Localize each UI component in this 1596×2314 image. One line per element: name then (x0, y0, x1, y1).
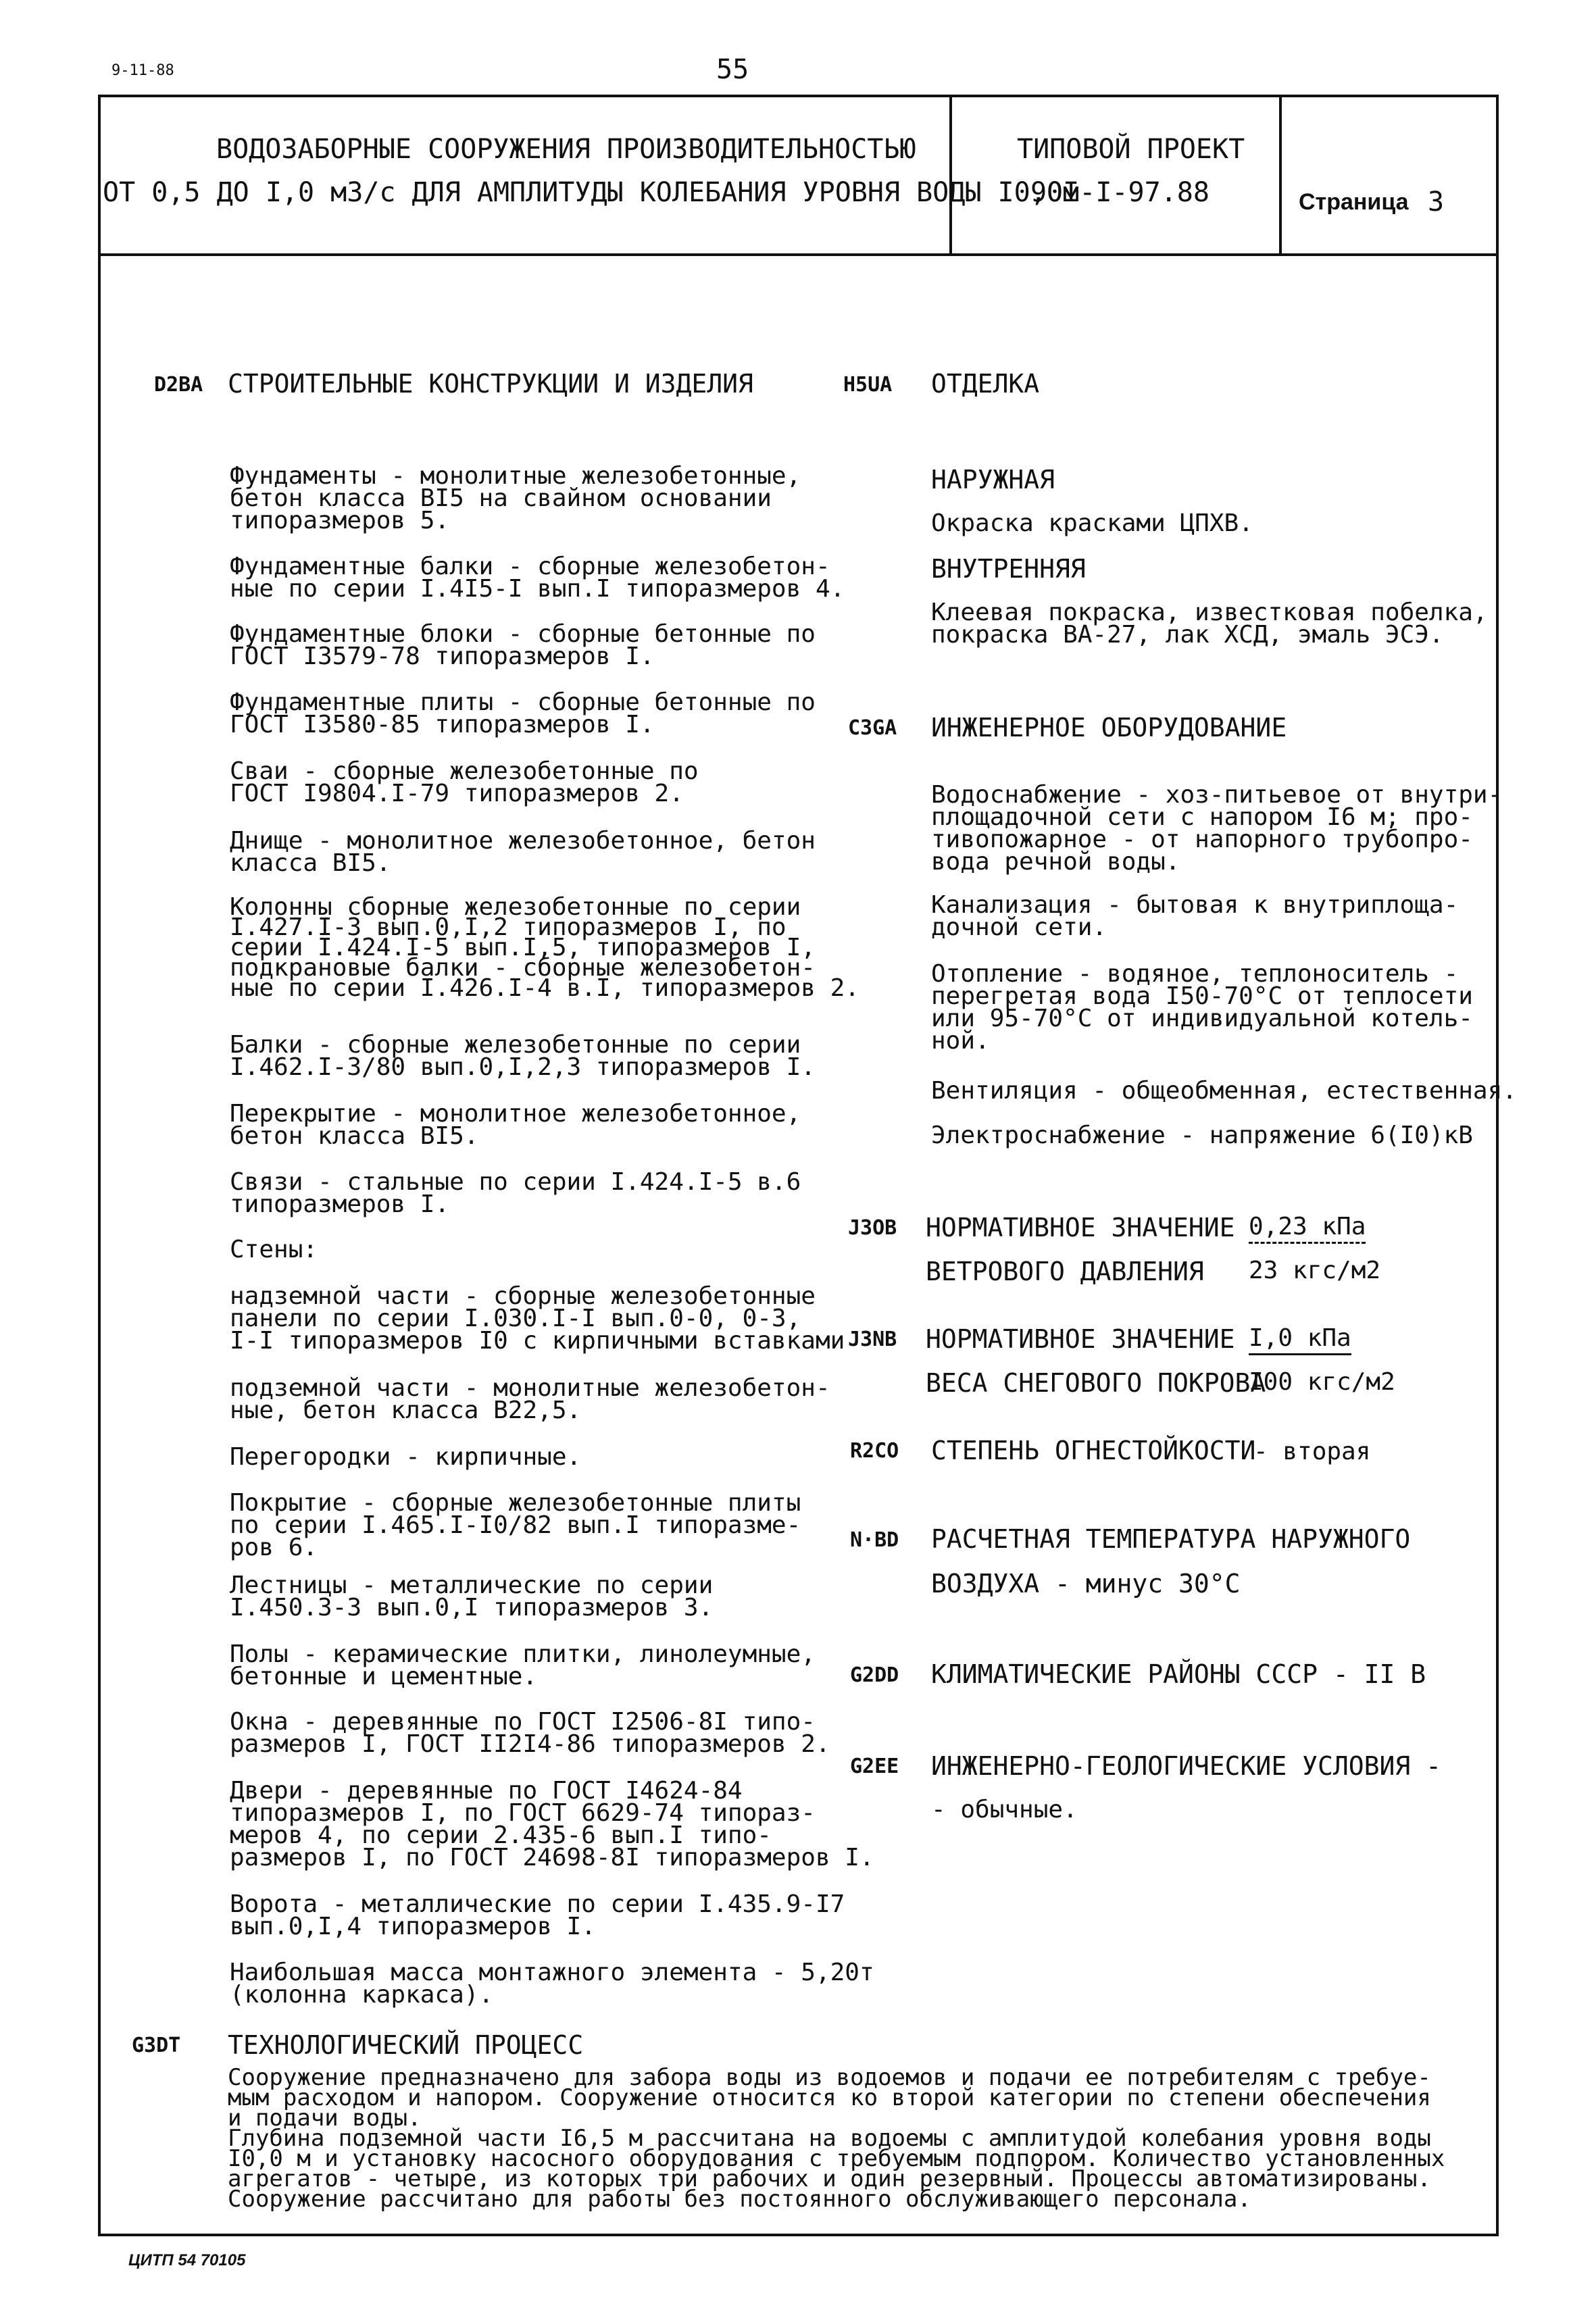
temp-code: N·BD (850, 1528, 899, 1552)
left-item: Связи - стальные по серии I.424.I-5 в.6 типоразмеров I. (230, 1168, 801, 1218)
finish-inner-text: Клеевая покраска, известковая побелка, покраска ВА-27, лак ХСД, эмаль ЭСЭ. (931, 599, 1488, 649)
left-item: надземной части - сборные железобетонные панели по серии I.030.I-I вып.0-0, 0-3, I-I типоразмеров I0 с кирпичными вставками (230, 1282, 845, 1355)
process-title: ТЕХНОЛОГИЧЕСКИЙ ПРОЦЕСС (228, 2030, 584, 2060)
snow-label-2: ВЕСА СНЕГОВОГО ПОКРОВА (926, 1368, 1266, 1398)
left-item: Балки - сборные железобетонные по серии I.462.I-3/80 вып.0,I,2,3 типоразмеров I. (230, 1031, 816, 1081)
header-divider-v2 (1279, 95, 1282, 256)
temp-title: РАСЧЕТНАЯ ТЕМПЕРАТУРА НАРУЖНОГО (931, 1524, 1411, 1554)
left-item: Фундаментные плиты - сборные бетонные по ГОСТ I3580-85 типоразмеров I. (230, 688, 816, 738)
project-number: 90I-I-97.88 (1030, 177, 1210, 208)
finish-outer-label: НАРУЖНАЯ (931, 465, 1055, 495)
engineering-title: ИНЖЕНЕРНОЕ ОБОРУДОВАНИЕ (931, 713, 1287, 743)
engineering-item: Отопление - водяное, теплоноситель - перегретая вода I50-70°С от теплосети или 95-70°С от индивидуальной котель- ной. (931, 960, 1473, 1055)
geo-value: - обычные. (931, 1796, 1078, 1823)
process-code: G3DT (132, 2034, 181, 2057)
finish-code: H5UA (843, 373, 893, 397)
process-text: Сооружение предназначено для забора воды из водоемов и подачи ее потребителям с требуе- мым расходом и напором. Сооружение относится ко второй категории по степени обеспечения и подачи воды. Глубина подземной части I6,5 м рассчитана на водоемы с амплитудой колебания уровня воды I0,0 м и установку насосного оборудования с требуемым подпором. Количество установленных агрегатов - четыре, из которых три рабочих и один резервный. Процессы автоматизированы. Сооружение рассчитано для работы без постоянного обслуживающего персонала. (228, 2064, 1445, 2213)
left-item: Фундаменты - монолитные железобетонные, бетон класса BI5 на свайном основании типоразмеров 5. (230, 462, 801, 534)
finish-outer-text: Окраска красками ЦПХВ. (931, 509, 1253, 537)
page-label: Страница (1299, 189, 1409, 215)
left-item: Окна - деревянные по ГОСТ I2506-8I типо- размеров I, ГОСТ II2I4-86 типоразмеров 2. (230, 1708, 830, 1758)
climate-code: G2DD (850, 1663, 899, 1687)
left-item: Двери - деревянные по ГОСТ I4624-84 типоразмеров I, по ГОСТ 6629-74 типораз- меров 4, по серии 2.435-6 вып.I типо- размеров I, по ГОСТ 24698-8I типоразмеров I. (230, 1777, 874, 1871)
project-label: ТИПОВОЙ ПРОЕКТ (1017, 134, 1245, 165)
finish-inner-label: ВНУТРЕННЯЯ (931, 554, 1086, 584)
left-section-title: СТРОИТЕЛЬНЫЕ КОНСТРУКЦИИ И ИЗДЕЛИЯ (228, 369, 753, 399)
temp-value: ВОЗДУХА - минус 30°С (931, 1569, 1241, 1599)
left-item: Колонны сборные железобетонные по серии I.427.I-3 вып.0,I,2 типоразмеров I, по серии I.424.I-5 вып.I,5, типоразмеров I, подкрановые балки - сборные железобетон- ные по серии I.426.I-4 в.I, типоразмеров 2. (230, 893, 859, 1002)
snow-code: J3NB (848, 1328, 897, 1351)
header-divider (98, 253, 1499, 256)
wind-label-2: ВЕТРОВОГО ДАВЛЕНИЯ (926, 1257, 1204, 1286)
left-item: Сваи - сборные железобетонные по ГОСТ I9804.I-79 типоразмеров 2. (230, 757, 699, 807)
engineering-item: Водоснабжение - хоз-питьевое от внутри- площадочной сети с напором I6 м; про- тивопожарное - от напорного трубопро- вода речной воды. (931, 781, 1503, 876)
date-mark: 9-11-88 (111, 62, 174, 79)
fire-title: СТЕПЕНЬ ОГНЕСТОЙКОСТИ (931, 1436, 1256, 1465)
snow-value-kgs: I00 кгс/м2 (1249, 1368, 1395, 1396)
left-item: Лестницы - металлические по серии I.450.3-3 вып.0,I типоразмеров 3. (230, 1571, 714, 1621)
left-item: Фундаментные блоки - сборные бетонные по ГОСТ I3579-78 типоразмеров I. (230, 620, 816, 670)
footer-stamp: ЦИТП 54 70105 (128, 2251, 246, 2269)
fire-value: - вторая (1253, 1438, 1371, 1465)
climate-title: КЛИМАТИЧЕСКИЕ РАЙОНЫ СССР - II В (931, 1659, 1426, 1689)
geo-code: G2EE (850, 1755, 899, 1778)
left-item: Покрытие - сборные железобетонные плиты по серии I.465.I-I0/82 вып.I типоразме- ров 6. (230, 1489, 801, 1561)
wind-label-1: НОРМАТИВНОЕ ЗНАЧЕНИЕ (926, 1213, 1235, 1242)
wind-value-kgs: 23 кгс/м2 (1249, 1257, 1381, 1284)
left-item: Перекрытие - монолитное железобетонное, бетон класса BI5. (230, 1100, 801, 1150)
left-section-code: D2BA (154, 373, 203, 397)
left-item: Фундаментные балки - сборные железобетон- ные по серии I.4I5-I вып.I типоразмеров 4. (230, 553, 845, 603)
engineering-item: Канализация - бытовая к внутриплоща- дочной сети. (931, 891, 1459, 941)
engineering-code: C3GA (848, 716, 897, 740)
wind-value-kpa: 0,23 кПа (1249, 1213, 1366, 1244)
left-item: Наибольшая масса монтажного элемента - 5,20т (колонна каркаса). (230, 1959, 874, 2009)
snow-label-1: НОРМАТИВНОЕ ЗНАЧЕНИЕ (926, 1324, 1235, 1354)
left-item: Стены: (230, 1236, 318, 1263)
left-item: Полы - керамические плитки, линолеумные, бетонные и цементные. (230, 1640, 816, 1690)
engineering-item: Электроснабжение - напряжение 6(I0)кВ (931, 1122, 1473, 1149)
header-divider-v1 (949, 95, 952, 256)
engineering-item: Вентиляция - общеобменная, естественная. (931, 1077, 1517, 1105)
geo-title: ИНЖЕНЕРНО-ГЕОЛОГИЧЕСКИЕ УСЛОВИЯ - (931, 1751, 1441, 1781)
left-item: Перегородки - кирпичные. (230, 1443, 582, 1471)
header-title-line2: ОТ 0,5 ДО I,0 м3/с ДЛЯ АМПЛИТУДЫ КОЛЕБАНИЯ УРОВНЯ ВОДЫ I0,0м (103, 177, 1079, 208)
page-value: 3 (1428, 186, 1445, 218)
left-item: подземной части - монолитные железобетон- ные, бетон класса B22,5. (230, 1374, 830, 1424)
page-number: 55 (716, 54, 749, 85)
header-title-line1: ВОДОЗАБОРНЫЕ СООРУЖЕНИЯ ПРОИЗВОДИТЕЛЬНОСТЬЮ (216, 134, 916, 165)
wind-code: J3OB (848, 1216, 897, 1240)
snow-value-kpa: I,0 кПа (1249, 1324, 1351, 1355)
finish-title: ОТДЕЛКА (931, 369, 1040, 399)
fire-code: R2CO (850, 1439, 899, 1463)
left-item: Ворота - металлические по серии I.435.9-I7 вып.0,I,4 типоразмеров I. (230, 1890, 845, 1940)
left-item: Днище - монолитное железобетонное, бетон класса BI5. (230, 827, 816, 877)
